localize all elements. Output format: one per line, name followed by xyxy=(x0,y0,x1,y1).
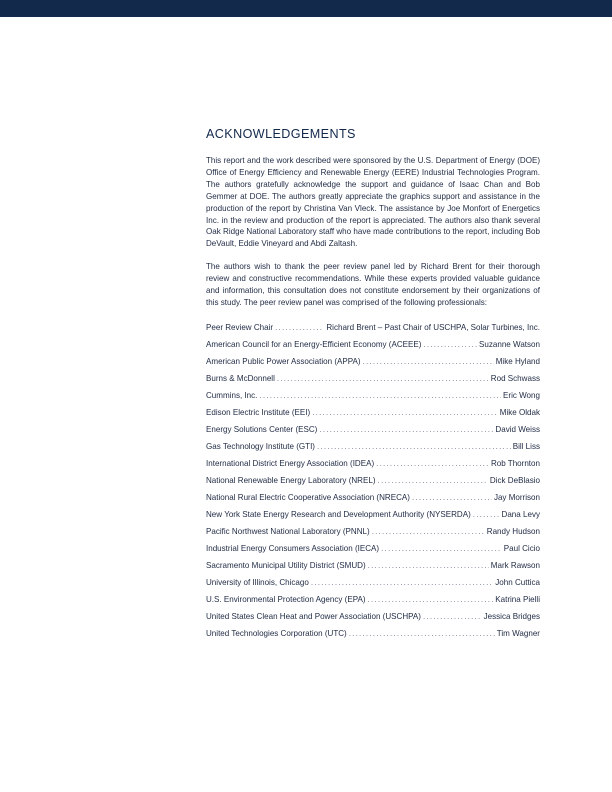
reviewer-name: Paul Cicio xyxy=(503,543,540,553)
organization: United Technologies Corporation (UTC) xyxy=(206,628,347,638)
list-item xyxy=(206,323,540,340)
organization: National Renewable Energy Laboratory (NREL) xyxy=(206,475,376,485)
list-item xyxy=(206,408,540,425)
dot-leader xyxy=(317,442,511,451)
list-item xyxy=(206,391,540,408)
page-title: ACKNOWLEDGEMENTS xyxy=(206,127,356,141)
reviewer-name: Jessica Bridges xyxy=(483,611,540,621)
list-item xyxy=(206,442,540,459)
organization: American Public Power Association (APPA) xyxy=(206,356,361,366)
list-item xyxy=(206,527,540,544)
reviewer-name: Eric Wong xyxy=(503,390,540,400)
dot-leader xyxy=(259,391,501,400)
list-item xyxy=(206,544,540,561)
reviewer-name: Mike Oldak xyxy=(499,407,540,417)
list-item xyxy=(206,629,540,646)
dot-leader xyxy=(312,408,498,417)
organization: Pacific Northwest National Laboratory (PNNL) xyxy=(206,526,370,536)
organization: Sacramento Municipal Utility District (SMUD) xyxy=(206,560,366,570)
reviewer-name: John Cuttica xyxy=(495,577,540,587)
list-item xyxy=(206,510,540,527)
organization: U.S. Environmental Protection Agency (EPA) xyxy=(206,594,366,604)
organization: United States Clean Heat and Power Association (USCHPA) xyxy=(206,611,421,621)
dot-leader xyxy=(368,595,494,604)
organization: American Council for an Energy-Efficient Economy (ACEEE) xyxy=(206,339,422,349)
dot-leader xyxy=(311,578,493,587)
dot-leader xyxy=(372,527,485,536)
organization: University of Illinois, Chicago xyxy=(206,577,309,587)
organization: Gas Technology Institute (GTI) xyxy=(206,441,315,451)
reviewer-name: Dick DeBlasio xyxy=(489,475,540,485)
organization: Energy Solutions Center (ESC) xyxy=(206,424,318,434)
organization: Cummins, Inc. xyxy=(206,390,258,400)
sponsor-paragraph: This report and the work described were sponsored by the U.S. Department of Energy (DOE) Office of Energy Efficiency and Renewable Energy (EERE) Industrial Technologies Program. The authors gratefully acknowledge the support and guidance of Isaac Chan and Bob Gemmer at DOE. The authors greatly appreciate the graphics support and assistance in the production of the report by Christina Van Vleck. The assistance by Joe Monfort of Energetics Inc. in the review and production of the report is appreciated. The authors also thank several Oak Ridge National Laboratory staff who have made contributions to the report, including Bob DeVault, Eddie Vineyard and Abdi Zaltash. xyxy=(206,156,540,249)
dot-leader xyxy=(423,612,482,621)
dot-leader xyxy=(275,323,324,332)
acknowledgements-section xyxy=(206,127,540,646)
dot-leader xyxy=(381,544,502,553)
list-item xyxy=(206,476,540,493)
dot-leader xyxy=(363,357,494,366)
reviewer-name: Suzanne Watson xyxy=(479,339,540,349)
reviewer-name: Randy Hudson xyxy=(486,526,540,536)
list-item xyxy=(206,340,540,357)
list-item xyxy=(206,493,540,510)
dot-leader xyxy=(349,629,495,638)
dot-leader xyxy=(423,340,477,349)
dot-leader xyxy=(368,561,489,570)
organization: Industrial Energy Consumers Association (IECA) xyxy=(206,543,380,553)
peer-review-paragraph: The authors wish to thank the peer review panel led by Richard Brent for their thorough review and constructive recommendations. While these experts provided valuable guidance and information, this consultation does not constitute endorsement by their organizations of this study. The peer review panel was comprised of the following professionals: xyxy=(206,262,540,307)
dot-leader xyxy=(319,425,493,434)
list-item xyxy=(206,357,540,374)
reviewer-name: Katrina Pielli xyxy=(495,594,540,604)
reviewer-name: Richard Brent – Past Chair of USCHPA, Solar Turbines, Inc. xyxy=(326,322,540,332)
reviewer-name: Bill Liss xyxy=(512,441,540,451)
list-item xyxy=(206,578,540,595)
dot-leader xyxy=(412,493,492,502)
reviewer-name: Dana Levy xyxy=(501,509,540,519)
reviewer-name: David Weiss xyxy=(495,424,540,434)
dot-leader xyxy=(378,476,488,485)
reviewer-name: Mark Rawson xyxy=(490,560,540,570)
reviewer-name: Jay Morrison xyxy=(493,492,540,502)
reviewer-name: Tim Wagner xyxy=(496,628,540,638)
peer-review-panel-list xyxy=(206,323,540,646)
header-bar xyxy=(0,0,612,17)
list-item xyxy=(206,561,540,578)
reviewer-name: Rob Thornton xyxy=(490,458,540,468)
list-item xyxy=(206,425,540,442)
organization: International District Energy Association (IDEA) xyxy=(206,458,375,468)
organization: Edison Electric Institute (EEI) xyxy=(206,407,311,417)
organization: Burns & McDonnell xyxy=(206,373,275,383)
list-item xyxy=(206,459,540,476)
reviewer-name: Mike Hyland xyxy=(495,356,540,366)
organization: Peer Review Chair xyxy=(206,322,274,332)
list-item xyxy=(206,595,540,612)
reviewer-name: Rod Schwass xyxy=(490,373,540,383)
dot-leader xyxy=(473,510,500,519)
dot-leader xyxy=(376,459,489,468)
dot-leader xyxy=(277,374,489,383)
list-item xyxy=(206,374,540,391)
list-item xyxy=(206,612,540,629)
organization: National Rural Electric Cooperative Association (NRECA) xyxy=(206,492,410,502)
organization: New York State Energy Research and Development Authority (NYSERDA) xyxy=(206,509,471,519)
